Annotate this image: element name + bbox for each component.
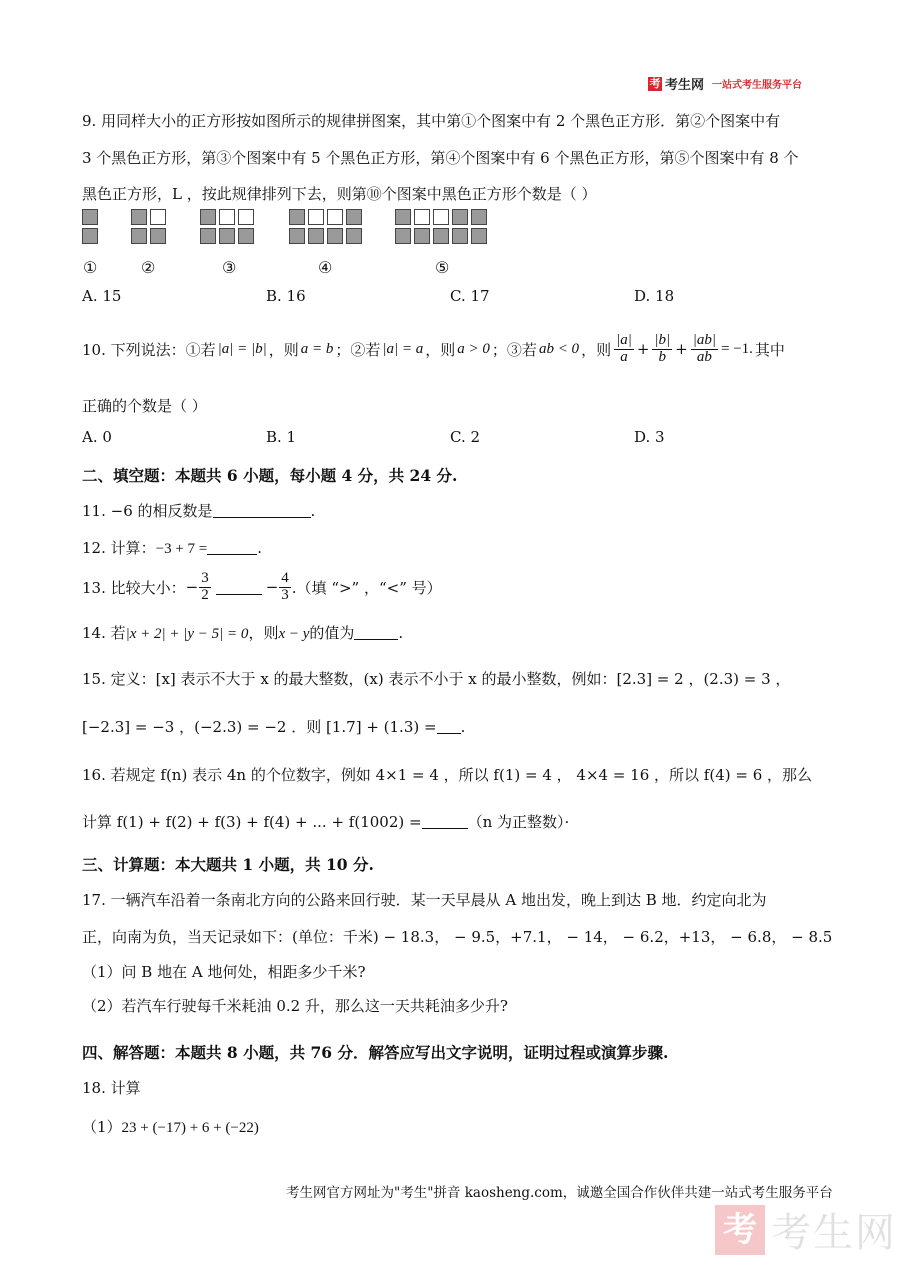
q10-tail: 其中 <box>754 340 785 359</box>
fraction-numerator: 3 <box>201 569 209 586</box>
white-square <box>327 209 343 225</box>
q14 <box>82 622 403 643</box>
header-logo <box>648 74 802 93</box>
q10-line-2: 正确的个数是（ ） <box>82 397 207 415</box>
black-square <box>346 209 362 225</box>
q16-line-1: 16. 若规定 f(n) 表示 4n 的个位数字，例如 4×1 = 4 ，所以 f(1) = 4 ， 4×4 = 16 ，所以 f(4) = 6 ，那么 <box>82 766 813 784</box>
fraction-denominator: b <box>658 348 667 365</box>
q15-end: . <box>460 718 466 736</box>
q18-title: 18. 计算 <box>82 1079 141 1097</box>
logo-name: 考生网 <box>665 78 705 93</box>
black-square <box>200 209 216 225</box>
q17-line-1: 17. 一辆汽车沿着一条南北方向的公路来回行驶．某一天早晨从 A 地出发，晚上到达 B 地．约定向北为 <box>82 891 767 909</box>
black-square <box>327 228 343 244</box>
fraction <box>614 333 634 366</box>
fraction-denominator: ab <box>696 348 712 365</box>
q12-end: . <box>257 539 263 557</box>
q10-text: ；②若 <box>335 340 381 359</box>
q10-math: ab < 0 <box>538 340 580 357</box>
black-square <box>452 209 468 225</box>
fraction-numerator: |b| <box>654 331 671 348</box>
black-square <box>414 228 430 244</box>
q10-math: a = b <box>300 340 334 357</box>
black-square <box>219 228 235 244</box>
logo-tagline: 一站式考生服务平台 <box>712 80 803 91</box>
q11-text: 11. −6 的相反数是 <box>82 502 213 520</box>
footer-text: 考生网官方网址为"考生"拼音 kaosheng.com，诚邀全国合作伙伴共建一站式考生服务平台 <box>286 1185 833 1201</box>
q16-line-2 <box>82 811 569 832</box>
q16-tail: （n 为正整数）· <box>467 813 570 831</box>
fraction-numerator: 4 <box>281 569 289 586</box>
q14-end: . <box>398 624 404 642</box>
black-square <box>452 228 468 244</box>
answer-blank[interactable] <box>213 503 311 518</box>
q11 <box>82 500 315 521</box>
section-4-title: 四、解答题：本题共 8 小题，共 76 分．解答应写出文字说明，证明过程或演算步骤. <box>82 1043 669 1062</box>
white-square <box>308 209 324 225</box>
q14-tail: 的值为 <box>309 624 355 642</box>
black-square <box>131 209 147 225</box>
q10-rhs: = −1. <box>720 340 753 357</box>
black-square <box>82 228 98 244</box>
answer-blank[interactable] <box>216 580 262 595</box>
q10-choice-c: C. 2 <box>450 428 481 446</box>
q12-text: 12. 计算： <box>82 539 156 557</box>
white-square <box>219 209 235 225</box>
q10-line-1 <box>82 325 785 373</box>
q17-line-2: 正，向南为负，当天记录如下：(单位：千米) − 18.3， − 9.5，+7.1， − 14， − 6.2，+13， − 6.8， − 8.5 <box>82 928 833 946</box>
q9-choice-d: D. 18 <box>634 287 675 305</box>
black-square <box>395 209 411 225</box>
section-2-title: 二、填空题：本题共 6 小题，每小题 4 分，共 24 分. <box>82 466 458 485</box>
minus-sign: − <box>185 578 199 596</box>
q10-choice-d: D. 3 <box>634 428 665 446</box>
black-square <box>150 228 166 244</box>
q17-sub-1: （1）问 B 地在 A 地何处，相距多少千米? <box>82 963 366 981</box>
white-square <box>150 209 166 225</box>
fraction <box>652 333 672 366</box>
plus-sign: + <box>675 340 688 358</box>
fraction-numerator: |a| <box>616 331 632 348</box>
q16-line-2-text: 计算 f(1) + f(2) + f(3) + f(4) + ... + f(1002) = <box>82 813 422 831</box>
fraction-denominator: 3 <box>281 586 289 603</box>
black-square <box>238 228 254 244</box>
q9-choice-a: A. 15 <box>82 287 122 305</box>
white-square <box>238 209 254 225</box>
fraction <box>199 571 211 604</box>
q17-sub-2: （2）若汽车行驶每千米耗油 0.2 升，那么这一天共耗油多少升? <box>82 997 508 1015</box>
black-square <box>433 228 449 244</box>
answer-blank[interactable] <box>207 540 257 555</box>
q10-text: ；③若 <box>491 340 537 359</box>
fraction-numerator: |ab| <box>692 331 716 348</box>
plus-sign: + <box>636 340 650 358</box>
q11-end: . <box>310 502 316 520</box>
logo-icon: 考 <box>649 76 661 90</box>
q9-line-1: 9. 用同样大小的正方形按如图所示的规律拼图案，其中第①个图案中有 2 个黑色正方形．第②个图案中有 <box>82 112 781 130</box>
black-square <box>471 209 487 225</box>
q9-choice-b: B. 16 <box>266 287 306 305</box>
q14-mid: ，则 <box>248 624 279 642</box>
black-square <box>289 228 305 244</box>
watermark <box>715 1201 897 1258</box>
q13-tail: .（填 “>” ，“<” 号） <box>291 578 442 597</box>
q14-expr2: x − y <box>278 626 310 642</box>
fraction-denominator: a <box>620 348 628 365</box>
q14-text: 14. 若 <box>82 624 126 642</box>
q10-prefix: 10. 下列说法：①若 <box>82 340 216 359</box>
black-square <box>200 228 216 244</box>
white-square <box>414 209 430 225</box>
q14-expr: |x + 2| + |y − 5| = 0 <box>125 626 249 642</box>
q12 <box>82 537 262 558</box>
q10-text: ，则 <box>581 340 612 359</box>
black-square <box>395 228 411 244</box>
watermark-name: 考生网 <box>771 1210 897 1256</box>
fraction <box>279 571 291 604</box>
q9-choice-c: C. 17 <box>450 287 490 305</box>
fraction-denominator: 2 <box>201 586 209 603</box>
q18-sub-1 <box>82 1116 259 1137</box>
q10-text: ，则 <box>425 340 456 359</box>
q13 <box>82 563 442 611</box>
black-square <box>346 228 362 244</box>
q15-line-2-text: [−2.3] = −3 ，(−2.3) = −2 ．则 [1.7] + (1.3) = <box>82 718 437 736</box>
q10-math: a > 0 <box>457 340 490 357</box>
q15-line-2 <box>82 716 465 737</box>
q9-line-2: 3 个黑色正方形，第③个图案中有 5 个黑色正方形，第④个图案中有 6 个黑色正方形，第⑤个图案中有 8 个 <box>82 149 799 167</box>
q18-sub-1-expr: 23 + (−17) + 6 + (−22) <box>121 1120 259 1136</box>
answer-blank[interactable] <box>354 625 398 640</box>
pattern-label: ① <box>83 258 98 277</box>
q10-math: |a| = |b| <box>217 340 267 357</box>
q18-sub-1-label: （1） <box>82 1118 122 1136</box>
pattern-label: ② <box>141 258 156 277</box>
pattern-label: ④ <box>318 258 333 277</box>
pattern-label: ⑤ <box>435 258 450 277</box>
black-square <box>289 209 305 225</box>
minus-sign: − <box>265 578 279 596</box>
q10-choice-b: B. 1 <box>266 428 297 446</box>
pattern-label: ③ <box>222 258 237 277</box>
q10-choice-a: A. 0 <box>82 428 112 446</box>
black-square <box>82 209 98 225</box>
q9-line-3: 黑色正方形，L ，按此规律排列下去，则第⑩个图案中黑色正方形个数是（ ） <box>82 185 597 203</box>
white-square <box>433 209 449 225</box>
q10-math: |a| = a <box>382 340 424 357</box>
watermark-logo-icon: 考 <box>715 1205 765 1255</box>
fraction <box>691 333 718 366</box>
answer-blank[interactable] <box>437 719 461 734</box>
black-square <box>471 228 487 244</box>
q15-line-1: 15. 定义：[x] 表示不大于 x 的最大整数，(x) 表示不小于 x 的最小整数，例如：[2.3] = 2 ，(2.3) = 3 ， <box>82 670 791 688</box>
q12-expr: −3 + 7 = <box>155 541 208 557</box>
answer-blank[interactable] <box>422 814 468 829</box>
q13-text: 13. 比较大小： <box>82 578 186 597</box>
black-square <box>308 228 324 244</box>
q10-text: ，则 <box>268 340 299 359</box>
black-square <box>131 228 147 244</box>
section-3-title: 三、计算题：本大题共 1 小题，共 10 分. <box>82 855 374 874</box>
